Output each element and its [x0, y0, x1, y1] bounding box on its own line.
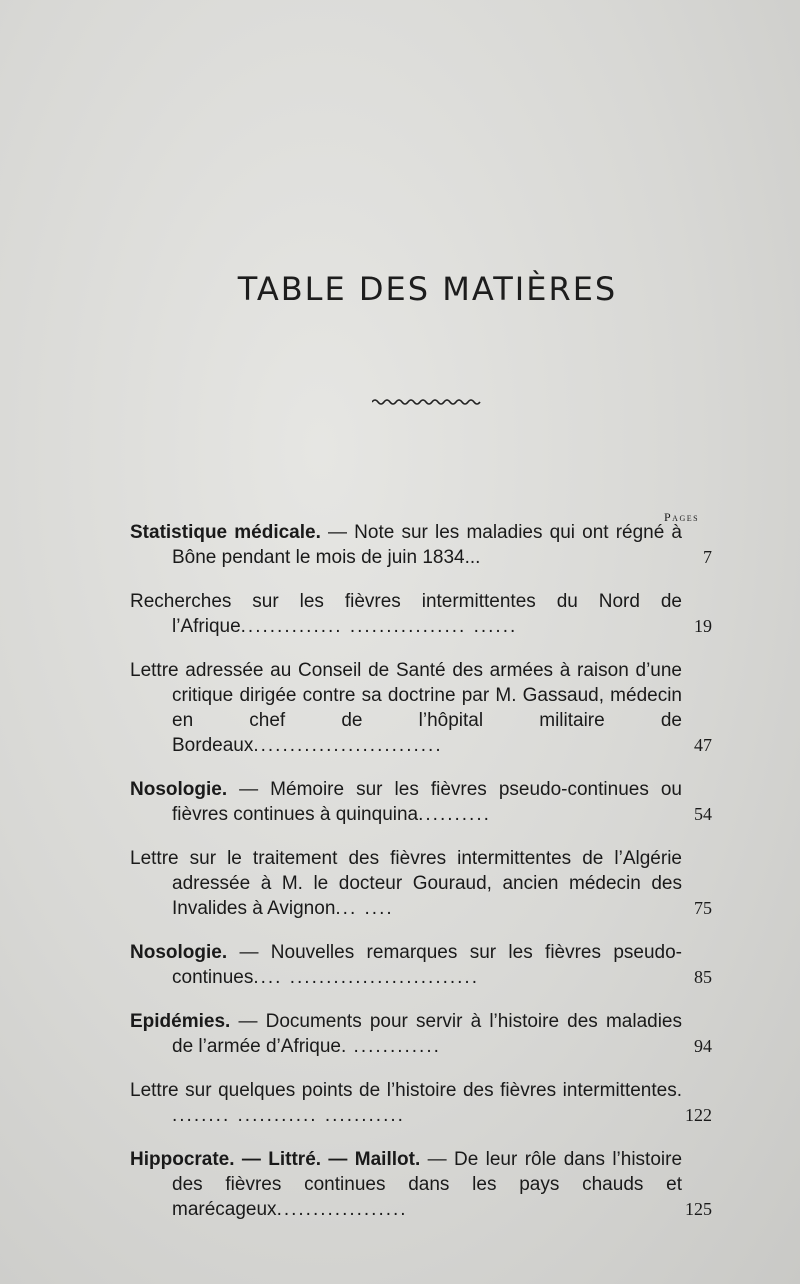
toc-entry-page: 85: [694, 967, 712, 987]
toc-entry-title: — Nouvelles remarques sur les fièvres pseudo-continues: [172, 942, 682, 988]
toc-entry-text: [130, 1078, 682, 1128]
toc-entry: [130, 1147, 712, 1222]
toc-entry-text: [130, 589, 682, 639]
toc-entry-title: Lettre sur quelques points de l’histoire des fièvres intermittentes.: [130, 1080, 682, 1101]
toc-entry-leader-dots: ... ....: [335, 898, 394, 919]
toc-entry: [130, 1009, 712, 1059]
toc-entry-title: — Note sur les maladies qui ont régné à Bône pendant le mois de juin 1834...: [172, 522, 683, 568]
toc-entry-page: 125: [685, 1199, 712, 1219]
toc-entry-title: — De leur rôle dans l’histoire des fièvres continues dans les pays chauds et marécageux: [172, 1149, 683, 1220]
toc-entry-page: 94: [694, 1036, 712, 1056]
toc-entry-lead: Statistique médicale.: [130, 522, 321, 543]
toc-entry-title: Lettre sur le traitement des fièvres intermittentes de l’Algérie adressée à M. le docteur Gouraud, ancien médecin des Invalides à Avignon: [130, 848, 682, 919]
toc-entry: [130, 846, 712, 921]
toc-entry-page: 75: [694, 898, 712, 918]
toc-entry-leader-dots: ..................: [276, 1199, 408, 1220]
toc-entry: [130, 520, 712, 570]
toc-entry-text: [130, 940, 682, 990]
toc-entry-leader-dots: .............. ................ ......: [240, 616, 518, 637]
toc-entry-leader-dots: .... ..........................: [253, 967, 479, 988]
ornament-divider: [372, 396, 482, 408]
toc-entry-page: 7: [703, 547, 712, 567]
pages-column-label: Pages: [664, 510, 700, 524]
toc-entry-title: Lettre adressée au Conseil de Santé des armées à raison d’une critique dirigée contre sa doctrine par M. Gassaud, médecin en chef de l’hôpital militaire de Bordeaux: [130, 660, 682, 756]
toc-entry-lead: Epidémies.: [130, 1011, 231, 1032]
toc-entry-page: 19: [694, 616, 712, 636]
toc-entry-leader-dots: ..........: [418, 804, 491, 825]
toc-entry-text: [130, 658, 682, 758]
toc-entry-lead: Nosologie.: [130, 779, 228, 800]
toc-entry-page: 54: [694, 804, 712, 824]
toc-entry-leader-dots: ........ ........... ...........: [172, 1105, 405, 1126]
toc-entry: [130, 940, 712, 990]
toc-entry-lead: Nosologie.: [130, 942, 228, 963]
toc-entry-title: — Mémoire sur les fièvres pseudo-continues ou fièvres continues à quinquina: [172, 779, 682, 825]
toc-entry-text: [130, 520, 682, 570]
toc-entry-page: 47: [694, 735, 712, 755]
toc-entry-title: — Documents pour servir à l’histoire des maladies de l’armée d’Afrique.: [172, 1011, 682, 1057]
page-title: TABLE DES MATIÈRES: [237, 270, 618, 308]
toc-entry-leader-dots: ............: [346, 1036, 441, 1057]
toc-entry-lead: Hippocrate. — Littré. — Maillot.: [130, 1149, 421, 1170]
toc-entry: [130, 1078, 712, 1128]
toc-entry-title: Recherches sur les fièvres intermittentes du Nord de l’Afrique: [130, 591, 682, 637]
toc-entry: [130, 777, 712, 827]
toc-entry: [130, 658, 712, 758]
toc-entry-page: 122: [685, 1105, 712, 1125]
toc-entry-text: [130, 777, 682, 827]
toc-entry-text: [130, 846, 682, 921]
toc-entry-leader-dots: ..........................: [253, 735, 443, 756]
toc-entry-text: [130, 1147, 682, 1222]
table-of-contents: [130, 520, 712, 1222]
toc-entry-text: [130, 1009, 682, 1059]
toc-entry: [130, 589, 712, 639]
